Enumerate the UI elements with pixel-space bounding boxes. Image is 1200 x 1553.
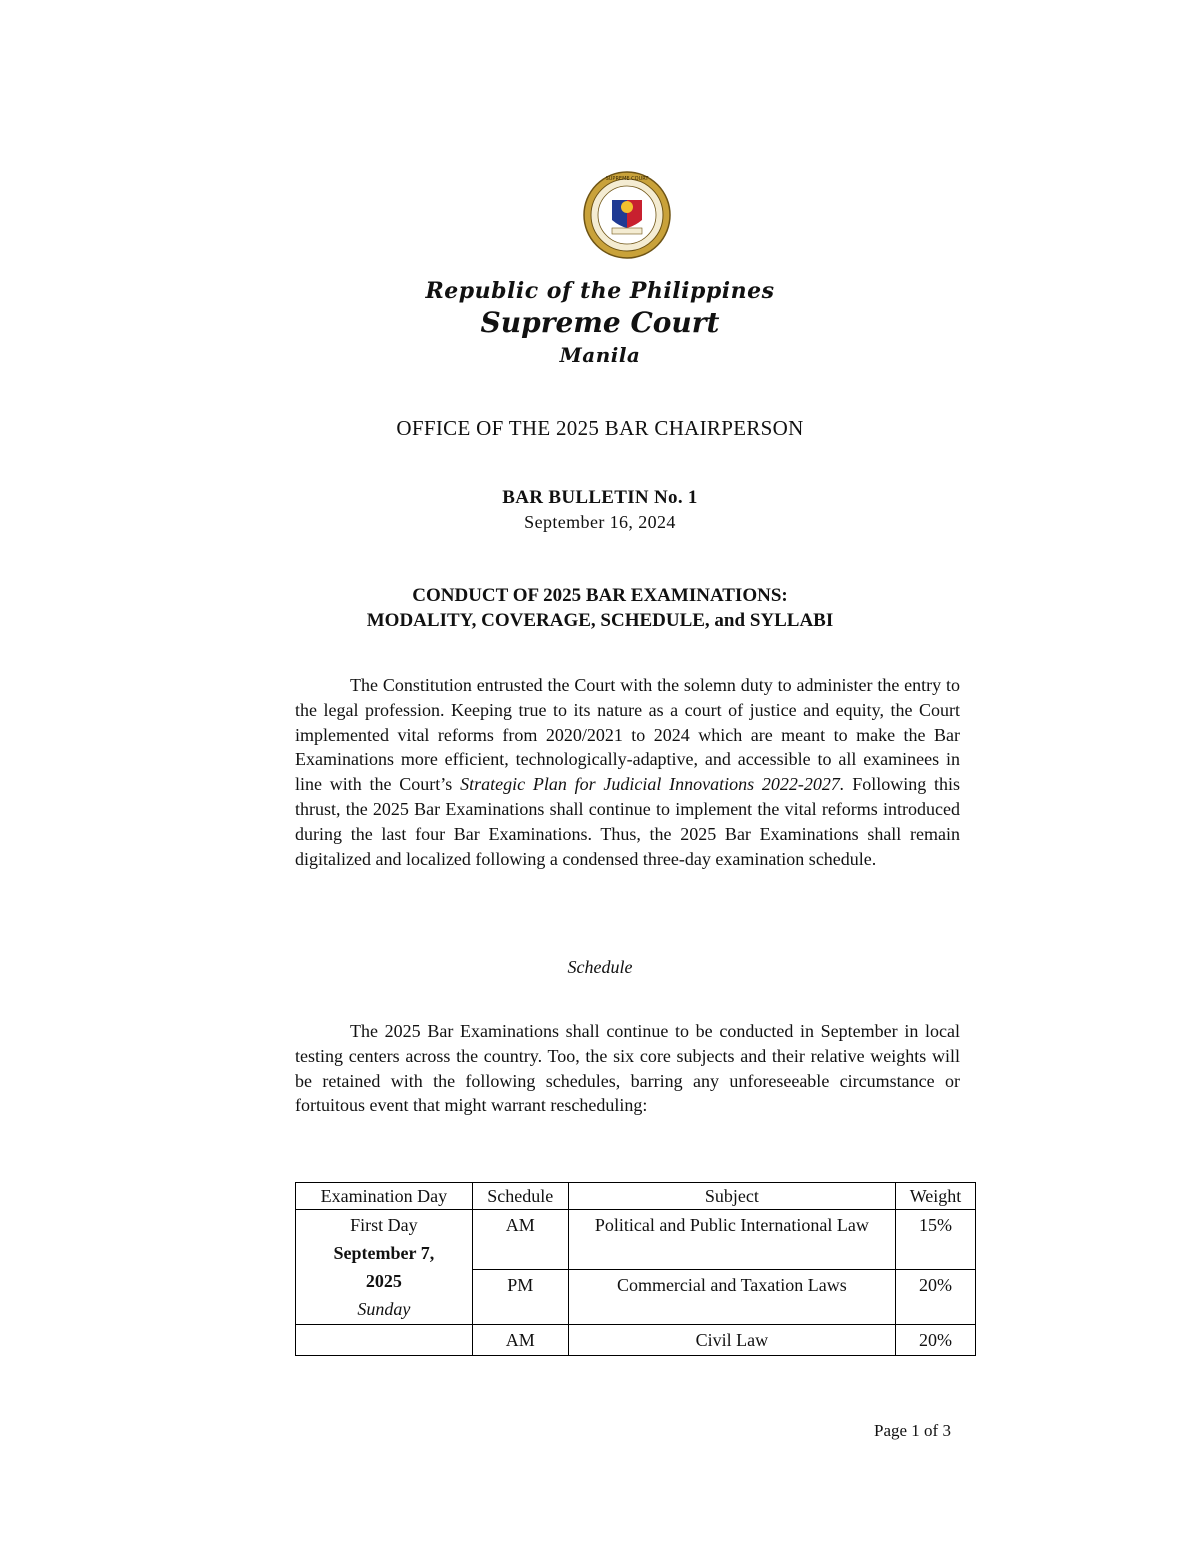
schedule-cell: PM — [472, 1270, 568, 1325]
schedule-heading: Schedule — [567, 957, 633, 977]
table-header-row — [296, 1183, 976, 1210]
supreme-court-seal — [582, 170, 672, 260]
subject-cell: Commercial and Taxation Laws — [568, 1270, 895, 1325]
header-weight: Weight — [896, 1183, 976, 1210]
court-heading: Supreme Court — [480, 306, 720, 339]
table-row — [296, 1210, 976, 1270]
first-day-cell: First Day September 7, 2025 Sunday — [296, 1210, 473, 1325]
republic-heading: Republic of the Philippines — [425, 278, 775, 304]
document-title-line-2: MODALITY, COVERAGE, SCHEDULE, and SYLLABI — [366, 610, 834, 631]
schedule-cell: AM — [472, 1210, 568, 1270]
bulletin-date: September 16, 2024 — [524, 512, 676, 532]
weight-cell: 20% — [896, 1270, 976, 1325]
bulletin-number: BAR BULLETIN No. 1 — [502, 487, 698, 508]
subject-cell: Civil Law — [568, 1325, 895, 1356]
office-title: OFFICE OF THE 2025 BAR CHAIRPERSON — [396, 416, 804, 440]
schedule-cell: AM — [472, 1325, 568, 1356]
intro-paragraph: The Constitution entrusted the Court with the solemn duty to administer the entry to the legal profession. Keeping true to its nature as a court of justice and equity, the Court implemented vital reforms from 2020/2021 to 2024 which are meant to make the Bar Examinations more efficient, technologically-adaptive, and accessible to all examinees in line with the Court’s Strategic Plan for Judicial Innovations 2022-2027. Following this thrust, the 2025 Bar Examinations shall continue to implement the vital reforms introduced during the last four Bar Examinations. Thus, the 2025 Bar Examinations shall remain digitalized and localized following a condensed three-day examination schedule. — [295, 675, 960, 869]
header-subject: Subject — [568, 1183, 895, 1210]
weight-cell: 15% — [896, 1210, 976, 1270]
city-heading: Manila — [559, 343, 641, 367]
header-exam-day: Examination Day — [296, 1183, 473, 1210]
document-title-line-1: CONDUCT OF 2025 BAR EXAMINATIONS: — [412, 585, 788, 606]
subject-cell: Political and Public International Law — [568, 1210, 895, 1270]
svg-text:SUPREME COURT: SUPREME COURT — [605, 176, 649, 182]
schedule-paragraph: The 2025 Bar Examinations shall continue to be conducted in September in local testing centers across the country. Too, the six core subjects and their relative weights will be retained with the following schedules, barring any unforeseeable circumstance or fortuitous event that might warrant rescheduling: — [295, 1021, 960, 1116]
weight-cell: 20% — [896, 1325, 976, 1356]
schedule-table — [295, 1182, 976, 1356]
strategic-plan-title: Strategic Plan for Judicial Innovations 2022-2027. — [460, 774, 845, 795]
header-schedule: Schedule — [472, 1183, 568, 1210]
table-row — [296, 1325, 976, 1356]
empty-day-cell — [296, 1325, 473, 1356]
page-number: Page 1 of 3 — [874, 1421, 951, 1440]
